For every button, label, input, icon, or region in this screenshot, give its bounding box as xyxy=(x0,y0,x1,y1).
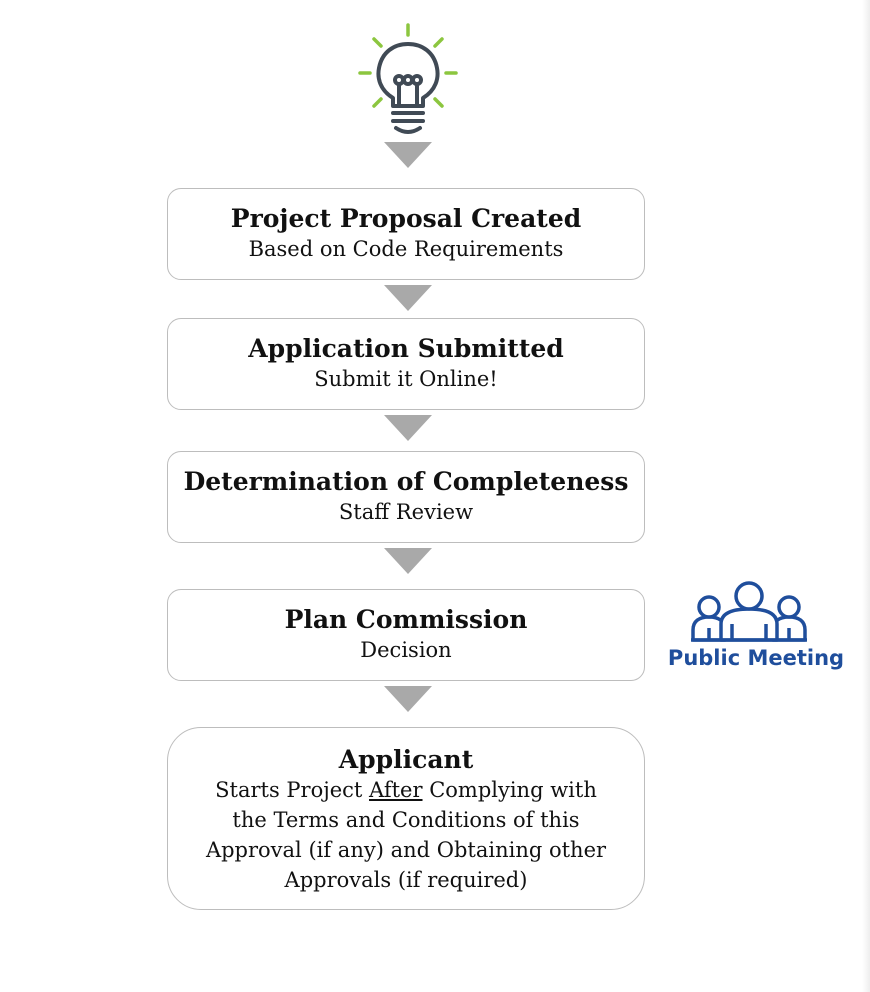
step-subtitle: Based on Code Requirements xyxy=(248,237,564,261)
flow-arrow-4 xyxy=(384,548,432,574)
step-title: Plan Commission xyxy=(284,605,528,634)
step-title: Project Proposal Created xyxy=(230,204,582,233)
lightbulb-icon xyxy=(356,22,460,138)
step-description-line: Approval (if any) and Obtaining other xyxy=(205,838,607,862)
flow-arrow-1 xyxy=(384,142,432,168)
step-subtitle: Decision xyxy=(360,638,452,662)
text-run: Starts Project xyxy=(215,778,370,802)
step-description-line: the Terms and Conditions of this xyxy=(232,808,580,832)
step-applicant xyxy=(167,727,645,910)
flow-arrow-5 xyxy=(384,686,432,712)
step-description-line: Approvals (if required) xyxy=(284,868,528,892)
step-application-submitted xyxy=(167,318,645,410)
step-title: Application Submitted xyxy=(248,334,564,363)
step-title: Applicant xyxy=(338,745,474,774)
step-description-line xyxy=(168,775,644,805)
step-subtitle: Staff Review xyxy=(338,500,474,524)
step-subtitle: Submit it Online! xyxy=(314,367,498,391)
text-run: Complying with xyxy=(422,778,597,802)
public-meeting-label: Public Meeting xyxy=(667,646,845,670)
page-edge-shadow xyxy=(862,0,870,992)
people-group-icon xyxy=(690,580,808,642)
step-project-proposal xyxy=(167,188,645,280)
flow-arrow-2 xyxy=(384,285,432,311)
step-title: Determination of Completeness xyxy=(183,467,629,496)
step-plan-commission xyxy=(167,589,645,681)
flow-arrow-3 xyxy=(384,415,432,441)
underlined-word: After xyxy=(369,778,423,802)
step-determination-of-completeness xyxy=(167,451,645,543)
